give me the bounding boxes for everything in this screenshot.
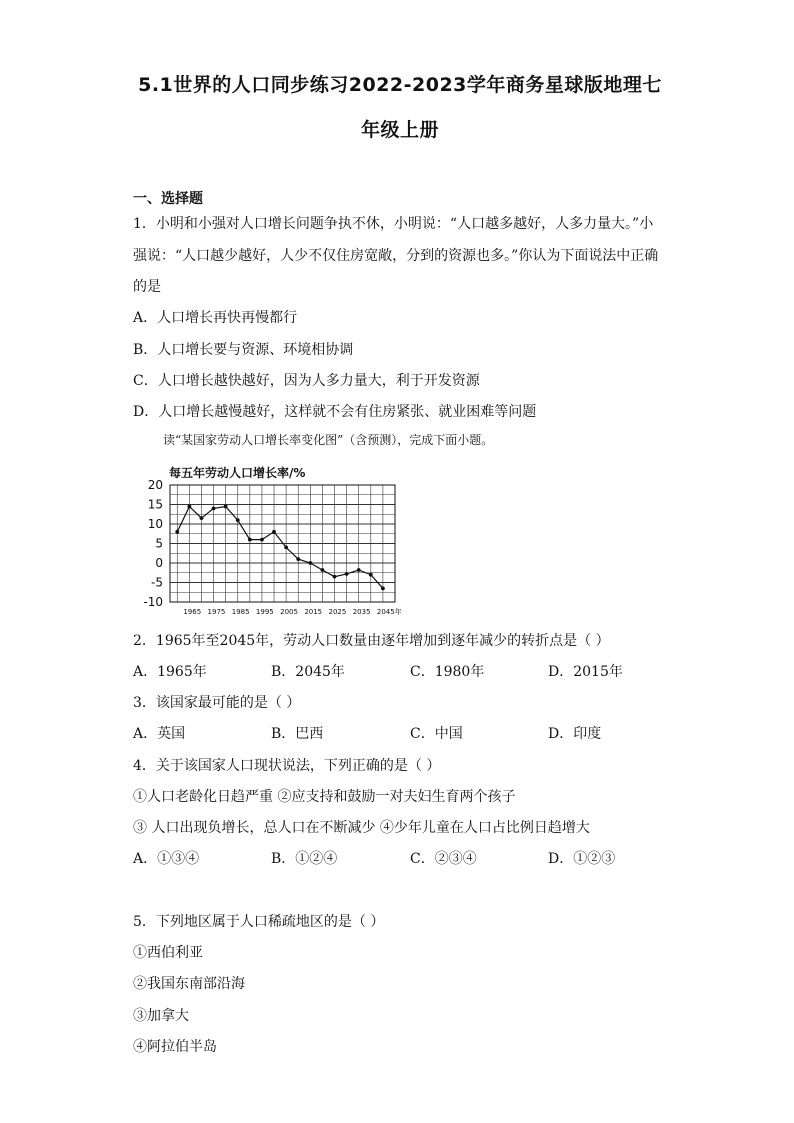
x-tick-label: 2025: [328, 608, 347, 616]
q1-stem-line2: 强说：“人口越少越好，人少不仅住房宽敞，分到的资源也多。”你认为下面说法中正确: [133, 248, 659, 264]
q1-option-a: A．人口增长再快再慢都行: [133, 310, 298, 326]
q5-item-1: ①西伯利亚: [133, 945, 203, 961]
x-tick-label: 2015: [304, 608, 323, 616]
chart-ticks: [143, 478, 401, 616]
document-title-line1: 5.1世界的人口同步练习2022-2023学年商务星球版地理七: [138, 74, 662, 96]
x-tick-label: 1965: [183, 608, 202, 616]
data-point: [175, 530, 179, 534]
q3-option-a: A．英国: [133, 726, 186, 742]
data-point: [248, 538, 252, 542]
y-tick-label: 5: [155, 536, 163, 551]
y-tick-label: 15: [147, 497, 163, 512]
x-tick-label: 1985: [231, 608, 250, 616]
data-point: [333, 575, 337, 579]
data-point: [308, 561, 312, 565]
x-tick-label: 1995: [255, 608, 274, 616]
q2-option-d: D．2015年: [548, 664, 623, 680]
chart-instruction: 读“某国家劳动人口增长率变化图”（含预测），完成下面小题。: [163, 433, 494, 447]
data-point: [212, 507, 216, 511]
q4-option-d: D．①②③: [548, 851, 616, 867]
data-point: [345, 572, 349, 576]
data-point: [369, 573, 373, 577]
document-title-line2: 年级上册: [360, 119, 439, 141]
data-point: [381, 586, 385, 590]
y-tick-label: 0: [155, 556, 163, 570]
q1-option-b: B．人口增长要与资源、环境相协调: [133, 342, 354, 358]
q3-stem: 3．该国家最可能的是（ ）: [133, 695, 301, 711]
data-point: [224, 505, 228, 509]
section-heading: 一、选择题: [133, 191, 203, 207]
data-point: [200, 516, 204, 520]
q5-stem: 5．下列地区属于人口稀疏地区的是（ ）: [133, 914, 385, 930]
chart-svg: [133, 462, 403, 622]
q4-option-c: C．②③④: [410, 851, 477, 867]
data-point: [284, 546, 288, 550]
q4-statements-line2: ③ 人口出现负增长，总人口在不断减少 ④少年儿童在人口占比例日趋增大: [133, 820, 590, 836]
q4-option-b: B．①②④: [271, 851, 338, 867]
data-point: [321, 568, 325, 572]
data-point: [296, 557, 300, 561]
data-point: [272, 530, 276, 534]
q3-option-d: D．印度: [548, 726, 602, 742]
series-line: [177, 507, 383, 589]
q2-stem: 2．1965年至2045年，劳动人口数量由逐年增加到逐年减少的转折点是（ ）: [133, 633, 610, 649]
q1-stem-line1: 1．小明和小强对人口增长问题争执不休，小明说：“人口越多越好，人多力量大。”小: [133, 216, 654, 232]
y-tick-label: -10: [143, 595, 163, 609]
y-tick-label: 20: [147, 478, 163, 492]
q4-statements-line1: ①人口老龄化日趋严重 ②应支持和鼓励一对夫妇生育两个孩子: [133, 789, 516, 805]
x-tick-label: 1975: [207, 608, 226, 616]
y-tick-label: 10: [147, 517, 163, 531]
data-point: [187, 505, 191, 509]
chart-title: 每五年劳动人口增长率/%: [169, 466, 306, 480]
q5-item-2: ②我国东南部沿海: [133, 976, 245, 992]
q4-option-a: A．①③④: [133, 851, 200, 867]
data-point: [236, 518, 240, 522]
q2-option-a: A．1965年: [133, 664, 207, 680]
q2-option-b: B．2045年: [271, 664, 345, 680]
data-point: [357, 568, 361, 572]
data-point: [260, 538, 264, 542]
q5-item-4: ④阿拉伯半岛: [133, 1039, 217, 1055]
q5-item-3: ③加拿大: [133, 1008, 189, 1024]
chart-series: [175, 505, 384, 591]
q3-option-b: B．巴西: [271, 726, 324, 742]
q4-stem: 4．关于该国家人口现状说法，下列正确的是（ ）: [133, 758, 441, 774]
y-tick-label: -5: [151, 575, 163, 590]
q1-option-d: D．人口增长越慢越好，这样就不会有住房紧张、就业困难等问题: [133, 404, 537, 420]
q1-option-c: C．人口增长越快越好，因为人多力量大，利于开发资源: [133, 373, 480, 389]
q1-stem-line3: 的是: [133, 279, 161, 295]
x-tick-label: 2035: [352, 608, 371, 616]
q3-option-c: C．中国: [410, 726, 463, 742]
labor-growth-chart: [133, 462, 403, 622]
x-tick-label: 2005: [280, 608, 298, 616]
q2-option-c: C．1980年: [410, 664, 485, 680]
x-tick-label: 2045年: [376, 608, 402, 616]
